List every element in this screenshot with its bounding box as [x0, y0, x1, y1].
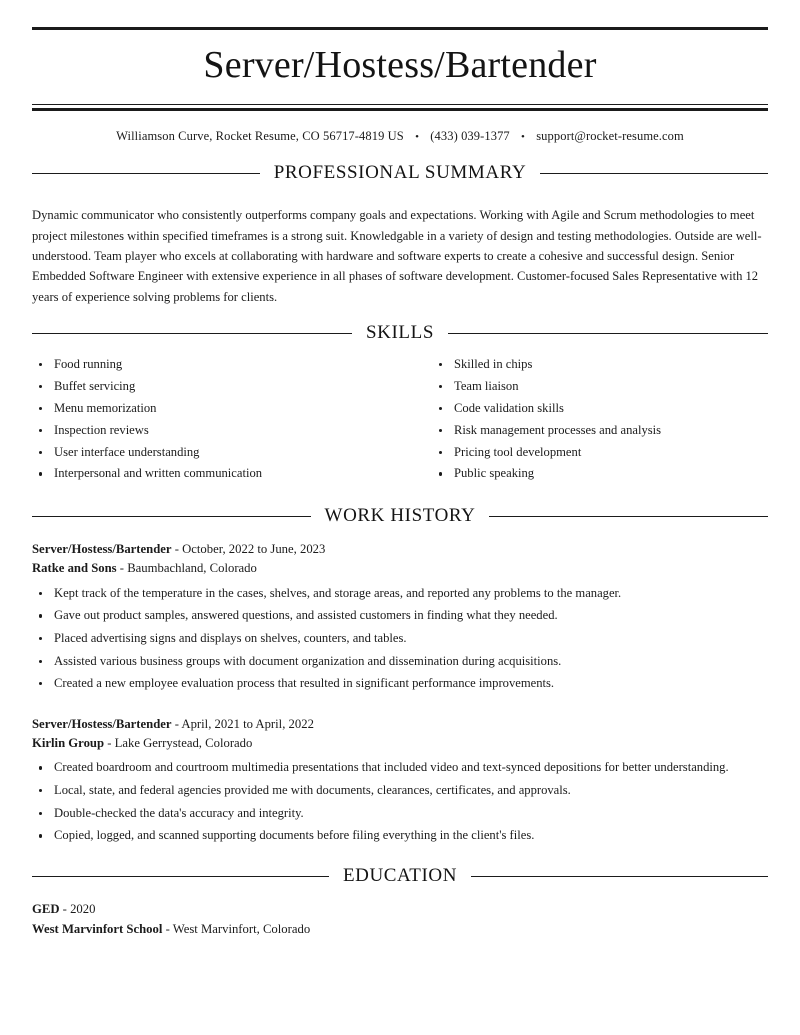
heading-rule-left	[32, 333, 352, 334]
section-title: PROFESSIONAL SUMMARY	[273, 161, 527, 183]
education-degree-separator: -	[59, 901, 71, 916]
contact-email: support@rocket-resume.com	[536, 128, 684, 143]
heading-rule-left	[32, 876, 329, 877]
heading-rule-right	[448, 333, 768, 334]
list-item: Code validation skills	[432, 400, 768, 417]
job-title: Server/Hostess/Bartender	[32, 542, 172, 557]
job-title-line	[32, 540, 768, 559]
list-item: Copied, logged, and scanned supporting documents before filing everything in the client's files.	[32, 827, 768, 845]
list-item: Local, state, and federal agencies provided me with documents, clearances, certificates, and approvals.	[32, 782, 768, 800]
skills-columns	[32, 348, 768, 487]
list-item: Placed advertising signs and displays on shelves, counters, and tables.	[32, 630, 768, 648]
education-school: West Marvinfort School	[32, 921, 163, 936]
list-item: Created boardroom and courtroom multimedia presentations that included video and text-synced depositions for better understanding.	[32, 759, 768, 777]
heading-rule-left	[32, 173, 260, 174]
job-company: Ratke and Sons	[32, 561, 117, 576]
heading-rule-right	[471, 876, 768, 877]
job-title: Server/Hostess/Bartender	[32, 716, 172, 731]
list-item: Food running	[32, 356, 400, 373]
contact-separator-2: •	[521, 130, 525, 143]
education-degree-line	[32, 900, 768, 920]
section-heading-work-history	[32, 506, 768, 527]
contact-phone: (433) 039-1377	[430, 128, 510, 143]
resume-header	[32, 0, 768, 146]
job-title-line	[32, 715, 768, 734]
job-company-separator: -	[116, 561, 128, 576]
job-bullet-list	[32, 759, 768, 845]
section-professional-summary	[32, 163, 768, 307]
contact-separator-1: •	[415, 130, 420, 143]
work-history-entry	[32, 698, 768, 845]
education-school-line	[32, 920, 768, 940]
header-bottom-thin-rule	[32, 104, 768, 105]
heading-rule-right	[540, 173, 768, 174]
list-item: Risk management processes and analysis	[432, 422, 768, 439]
section-work-history	[32, 506, 768, 845]
education-degree: GED	[32, 901, 60, 916]
job-company-line	[32, 734, 768, 753]
education-location: West Marvinfort, Colorado	[172, 921, 311, 936]
section-title: SKILLS	[366, 322, 434, 344]
list-item: Buffet servicing	[32, 378, 400, 395]
section-heading-professional-summary	[32, 163, 768, 184]
section-heading-skills	[32, 323, 768, 344]
page-title: Server/Hostess/Bartender	[203, 44, 597, 86]
skills-list-right	[432, 356, 768, 483]
list-item: Skilled in chips	[432, 356, 768, 373]
skills-list-left	[32, 356, 400, 483]
list-item: User interface understanding	[32, 444, 400, 461]
list-item: Inspection reviews	[32, 422, 400, 439]
summary-text: Dynamic communicator who consistently outperforms company goals and expectations. Working with Agile and Scrum methodologies to meet project milestones within specified timeframes is a strong suit. Knowledgable in a variety of design and testing methodologies. Outside are well-understood. Team player who excels at collaborating with hardware and software experts to create a cohesive and successful design. Senior Embedded Software Engineer with extensive experience in all phases of software development. Customer-focused Sales Representative with 12 years of experience solving problems for clients.	[32, 208, 762, 304]
section-title: WORK HISTORY	[324, 505, 476, 527]
work-history-entry	[32, 531, 768, 693]
list-item: Assisted various business groups with document organization and dissemination during acquisitions.	[32, 653, 768, 671]
section-skills	[32, 323, 768, 487]
list-item: Gave out product samples, answered questions, and assisted customers in finding what they needed.	[32, 607, 768, 625]
list-item: Double-checked the data's accuracy and integrity.	[32, 805, 768, 823]
job-company-line	[32, 559, 768, 578]
section-title: EDUCATION	[342, 864, 458, 886]
job-dates: October, 2022 to June, 2023	[182, 542, 326, 557]
job-company: Kirlin Group	[32, 736, 105, 751]
skills-column-right	[400, 356, 768, 487]
work-history-entries	[32, 531, 768, 845]
education-school-separator: -	[162, 921, 173, 936]
contact-line	[32, 111, 768, 146]
heading-rule-right	[489, 516, 768, 517]
job-company-separator: -	[104, 736, 115, 751]
job-dates: April, 2021 to April, 2022	[181, 716, 314, 731]
education-entries	[32, 891, 768, 939]
heading-rule-left	[32, 516, 311, 517]
list-item: Created a new employee evaluation process that resulted in significant performance improvements.	[32, 675, 768, 693]
skills-column-left	[32, 356, 400, 487]
contact-address: Williamson Curve, Rocket Resume, CO 56717-4819 US	[116, 128, 404, 143]
job-location: Lake Gerrystead, Colorado	[114, 736, 253, 751]
job-title-separator: -	[171, 542, 183, 557]
list-item: Team liaison	[432, 378, 768, 395]
list-item: Kept track of the temperature in the cases, shelves, and storage areas, and reported any problems to the manager.	[32, 585, 768, 603]
list-item: Public speaking	[432, 465, 768, 482]
education-year: 2020	[70, 901, 96, 916]
section-heading-education	[32, 866, 768, 887]
job-location: Baumbachland, Colorado	[127, 561, 257, 576]
job-bullet-list	[32, 585, 768, 693]
list-item: Menu memorization	[32, 400, 400, 417]
list-item: Pricing tool development	[432, 444, 768, 461]
job-title-separator: -	[171, 716, 182, 731]
list-item: Interpersonal and written communication	[32, 465, 400, 482]
section-education	[32, 866, 768, 939]
education-entry	[32, 891, 768, 939]
